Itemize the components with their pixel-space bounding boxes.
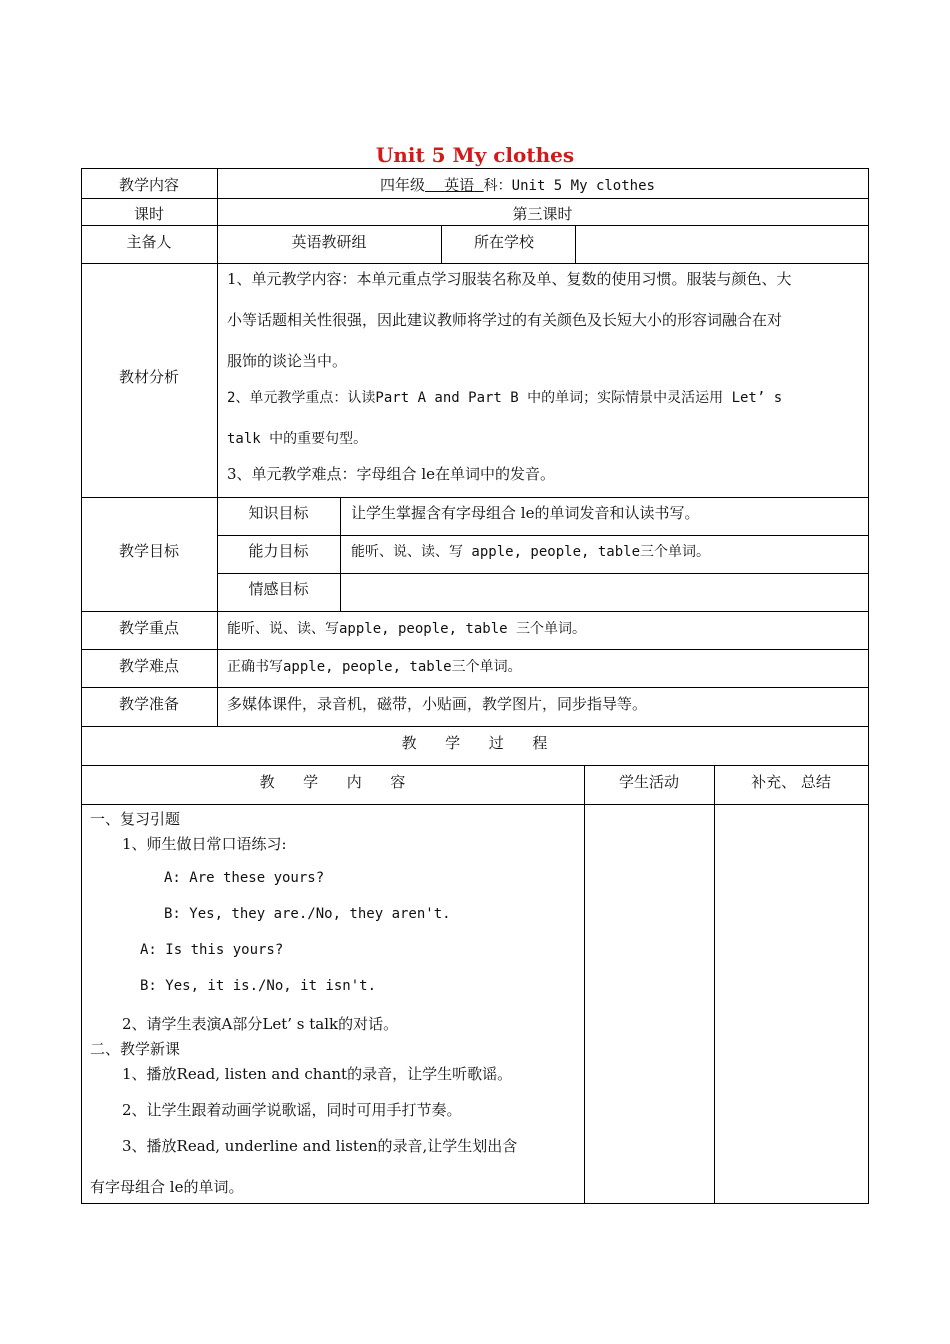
key-point-label: 教学重点 bbox=[118, 619, 179, 637]
analysis-line: 1、单元教学内容：本单元重点学习服装名称及单、复数的使用习惯。服装与颜色、大 bbox=[227, 270, 792, 288]
key-point-text: 能听、说、读、写apple, people, table 三个单词。 bbox=[227, 621, 587, 637]
objective-name: 能力目标 bbox=[248, 542, 309, 560]
page-title: Unit 5 My clothes bbox=[375, 143, 575, 167]
content-value: 四年级 英语 科：Unit 5 My clothes bbox=[380, 176, 655, 194]
process-line: 2、请学生表演A部分Let’ s talk的对话。 bbox=[122, 1015, 399, 1033]
analysis-line: 服饰的谈论当中。 bbox=[227, 352, 348, 370]
objective-text: 能听、说、读、写 apple, people, table三个单词。 bbox=[351, 544, 711, 560]
school-label: 所在学校 bbox=[474, 233, 535, 251]
analysis-line: 小等话题相关性很强，因此建议教师将学过的有关颜色及长短大小的形容词融合在对 bbox=[227, 311, 783, 329]
difficulty-text: 正确书写apple, people, table三个单词。 bbox=[227, 659, 522, 675]
preparation-text: 多媒体课件，录音机，磁带，小贴画，教学图片，同步指导等。 bbox=[227, 695, 648, 713]
objective-name: 情感目标 bbox=[248, 580, 309, 598]
process-line: 一、复习引题 bbox=[90, 810, 181, 828]
process-line: 二、教学新课 bbox=[90, 1040, 181, 1058]
process-line: A: Is this yours? bbox=[140, 942, 284, 958]
content-label: 教学内容 bbox=[118, 176, 179, 194]
process-col-notes: 补充、 总结 bbox=[751, 773, 831, 791]
preparer-value: 英语教研组 bbox=[291, 233, 367, 251]
objective-name: 知识目标 bbox=[248, 504, 309, 522]
process-line: B: Yes, they are./No, they aren't. bbox=[164, 906, 451, 922]
analysis-label: 教材分析 bbox=[118, 368, 179, 386]
period-label: 课时 bbox=[133, 205, 164, 223]
process-line: 1、播放Read, listen and chant的录音，让学生听歌谣。 bbox=[122, 1065, 513, 1083]
difficulty-label: 教学难点 bbox=[118, 657, 179, 675]
process-line: 1、师生做日常口语练习: bbox=[122, 835, 287, 853]
preparer-label: 主备人 bbox=[126, 233, 172, 251]
analysis-line: 2、单元教学重点：认读Part A and Part B 中的单词；实际情景中灵活运用 Let’ s bbox=[227, 390, 783, 406]
period-value: 第三课时 bbox=[512, 205, 573, 223]
analysis-line: 3、单元教学难点：字母组合 le在单词中的发音。 bbox=[227, 465, 555, 483]
analysis-line: talk 中的重要句型。 bbox=[227, 431, 368, 447]
objectives-label: 教学目标 bbox=[118, 542, 179, 560]
process-line: B: Yes, it is./No, it isn't. bbox=[140, 978, 377, 994]
process-title: 教 学 过 程 bbox=[401, 734, 548, 752]
process-line: 有字母组合 le的单词。 bbox=[90, 1178, 244, 1196]
process-col-content: 教 学 内 容 bbox=[259, 773, 406, 791]
preparation-label: 教学准备 bbox=[118, 695, 179, 713]
process-line: A: Are these yours? bbox=[164, 870, 325, 886]
process-col-student: 学生活动 bbox=[618, 773, 679, 791]
process-line: 2、让学生跟着动画学说歌谣，同时可用手打节奏。 bbox=[122, 1101, 462, 1119]
objective-text: 让学生掌握含有字母组合 le的单词发音和认读书写。 bbox=[351, 504, 700, 522]
process-line: 3、播放Read, underline and listen的录音,让学生划出含 bbox=[122, 1137, 518, 1155]
